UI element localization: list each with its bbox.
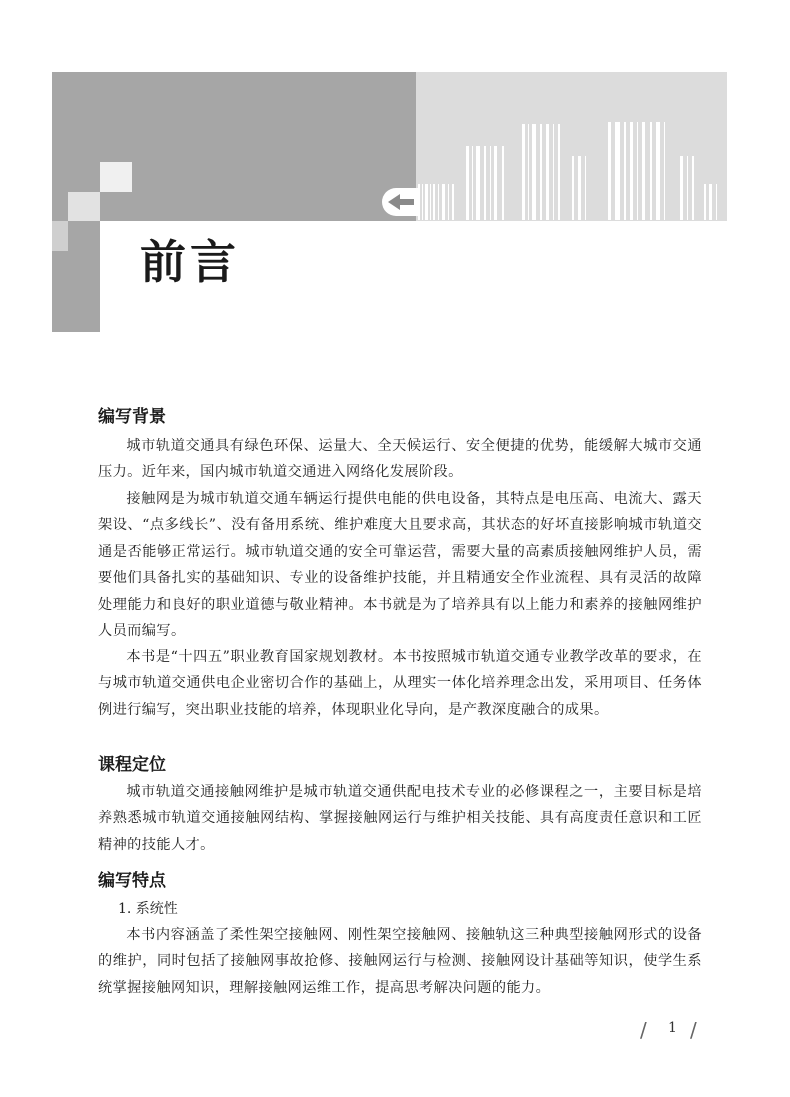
paragraph: 本书是“十四五”职业教育国家规划教材。本书按照城市轨道交通专业教学改革的要求，在与城市轨道交通供电企业密切合作的基础上，从理实一体化培养理念出发，采用项目、任务体例进行编写，突出职业技能的培养，体现职业化导向，是产教深度融合的成果。 <box>98 649 702 718</box>
barcode-decoration <box>418 96 728 220</box>
page-number: 1 <box>668 1020 677 1036</box>
page-footer <box>640 1018 704 1042</box>
section-heading: 课程定位 <box>98 755 166 775</box>
left-arrow-circle-icon <box>380 186 420 218</box>
header-dark-band <box>52 72 416 221</box>
paragraph: 城市轨道交通具有绿色环保、运量大、全天候运行、安全便捷的优势，能缓解大城市交通压力。近年来，国内城市轨道交通进入网络化发展阶段。 <box>98 438 702 481</box>
subheading: 1. 系统性 <box>118 901 178 917</box>
chapter-header <box>0 0 790 340</box>
section-heading: 编写背景 <box>98 407 166 427</box>
footer-slash-decoration: / <box>690 1018 697 1042</box>
page-title: 前言 <box>140 235 240 289</box>
paragraph: 城市轨道交通接触网维护是城市轨道交通供配电技术专业的必修课程之一，主要目标是培养熟悉城市轨道交通接触网结构、掌握接触网运行与维护相关技能、具有高度责任意识和工匠精神的技能人才。 <box>98 784 702 853</box>
paragraph: 接触网是为城市轨道交通车辆运行提供电能的供电设备，其特点是电压高、电流大、露天架设、“点多线长”、没有备用系统、维护难度大且要求高，其状态的好坏直接影响城市轨道交通是否能够正常运行。城市轨道交通的安全可靠运营，需要大量的高素质接触网维护人员，需要他们具备扎实的基础知识、专业的设备维护技能，并且精通安全作业流程、具有灵活的故障处理能力和良好的职业道德与敬业精神。本书就是为了培养具有以上能力和素养的接触网维护人员而编写。 <box>98 491 702 640</box>
section-heading: 编写特点 <box>98 871 166 891</box>
deco-vertical-bar <box>52 251 100 332</box>
deco-square <box>68 192 100 221</box>
deco-square <box>100 162 132 192</box>
paragraph: 本书内容涵盖了柔性架空接触网、刚性架空接触网、接触轨这三种典型接触网形式的设备的维护，同时包括了接触网事故抢修、接触网运行与检测、接触网设计基础等知识，使学生系统掌握接触网知识，理解接触网运维工作，提高思考解决问题的能力。 <box>98 927 702 996</box>
deco-square <box>52 221 68 251</box>
footer-slash-decoration: / <box>640 1018 647 1042</box>
deco-square <box>68 221 100 251</box>
